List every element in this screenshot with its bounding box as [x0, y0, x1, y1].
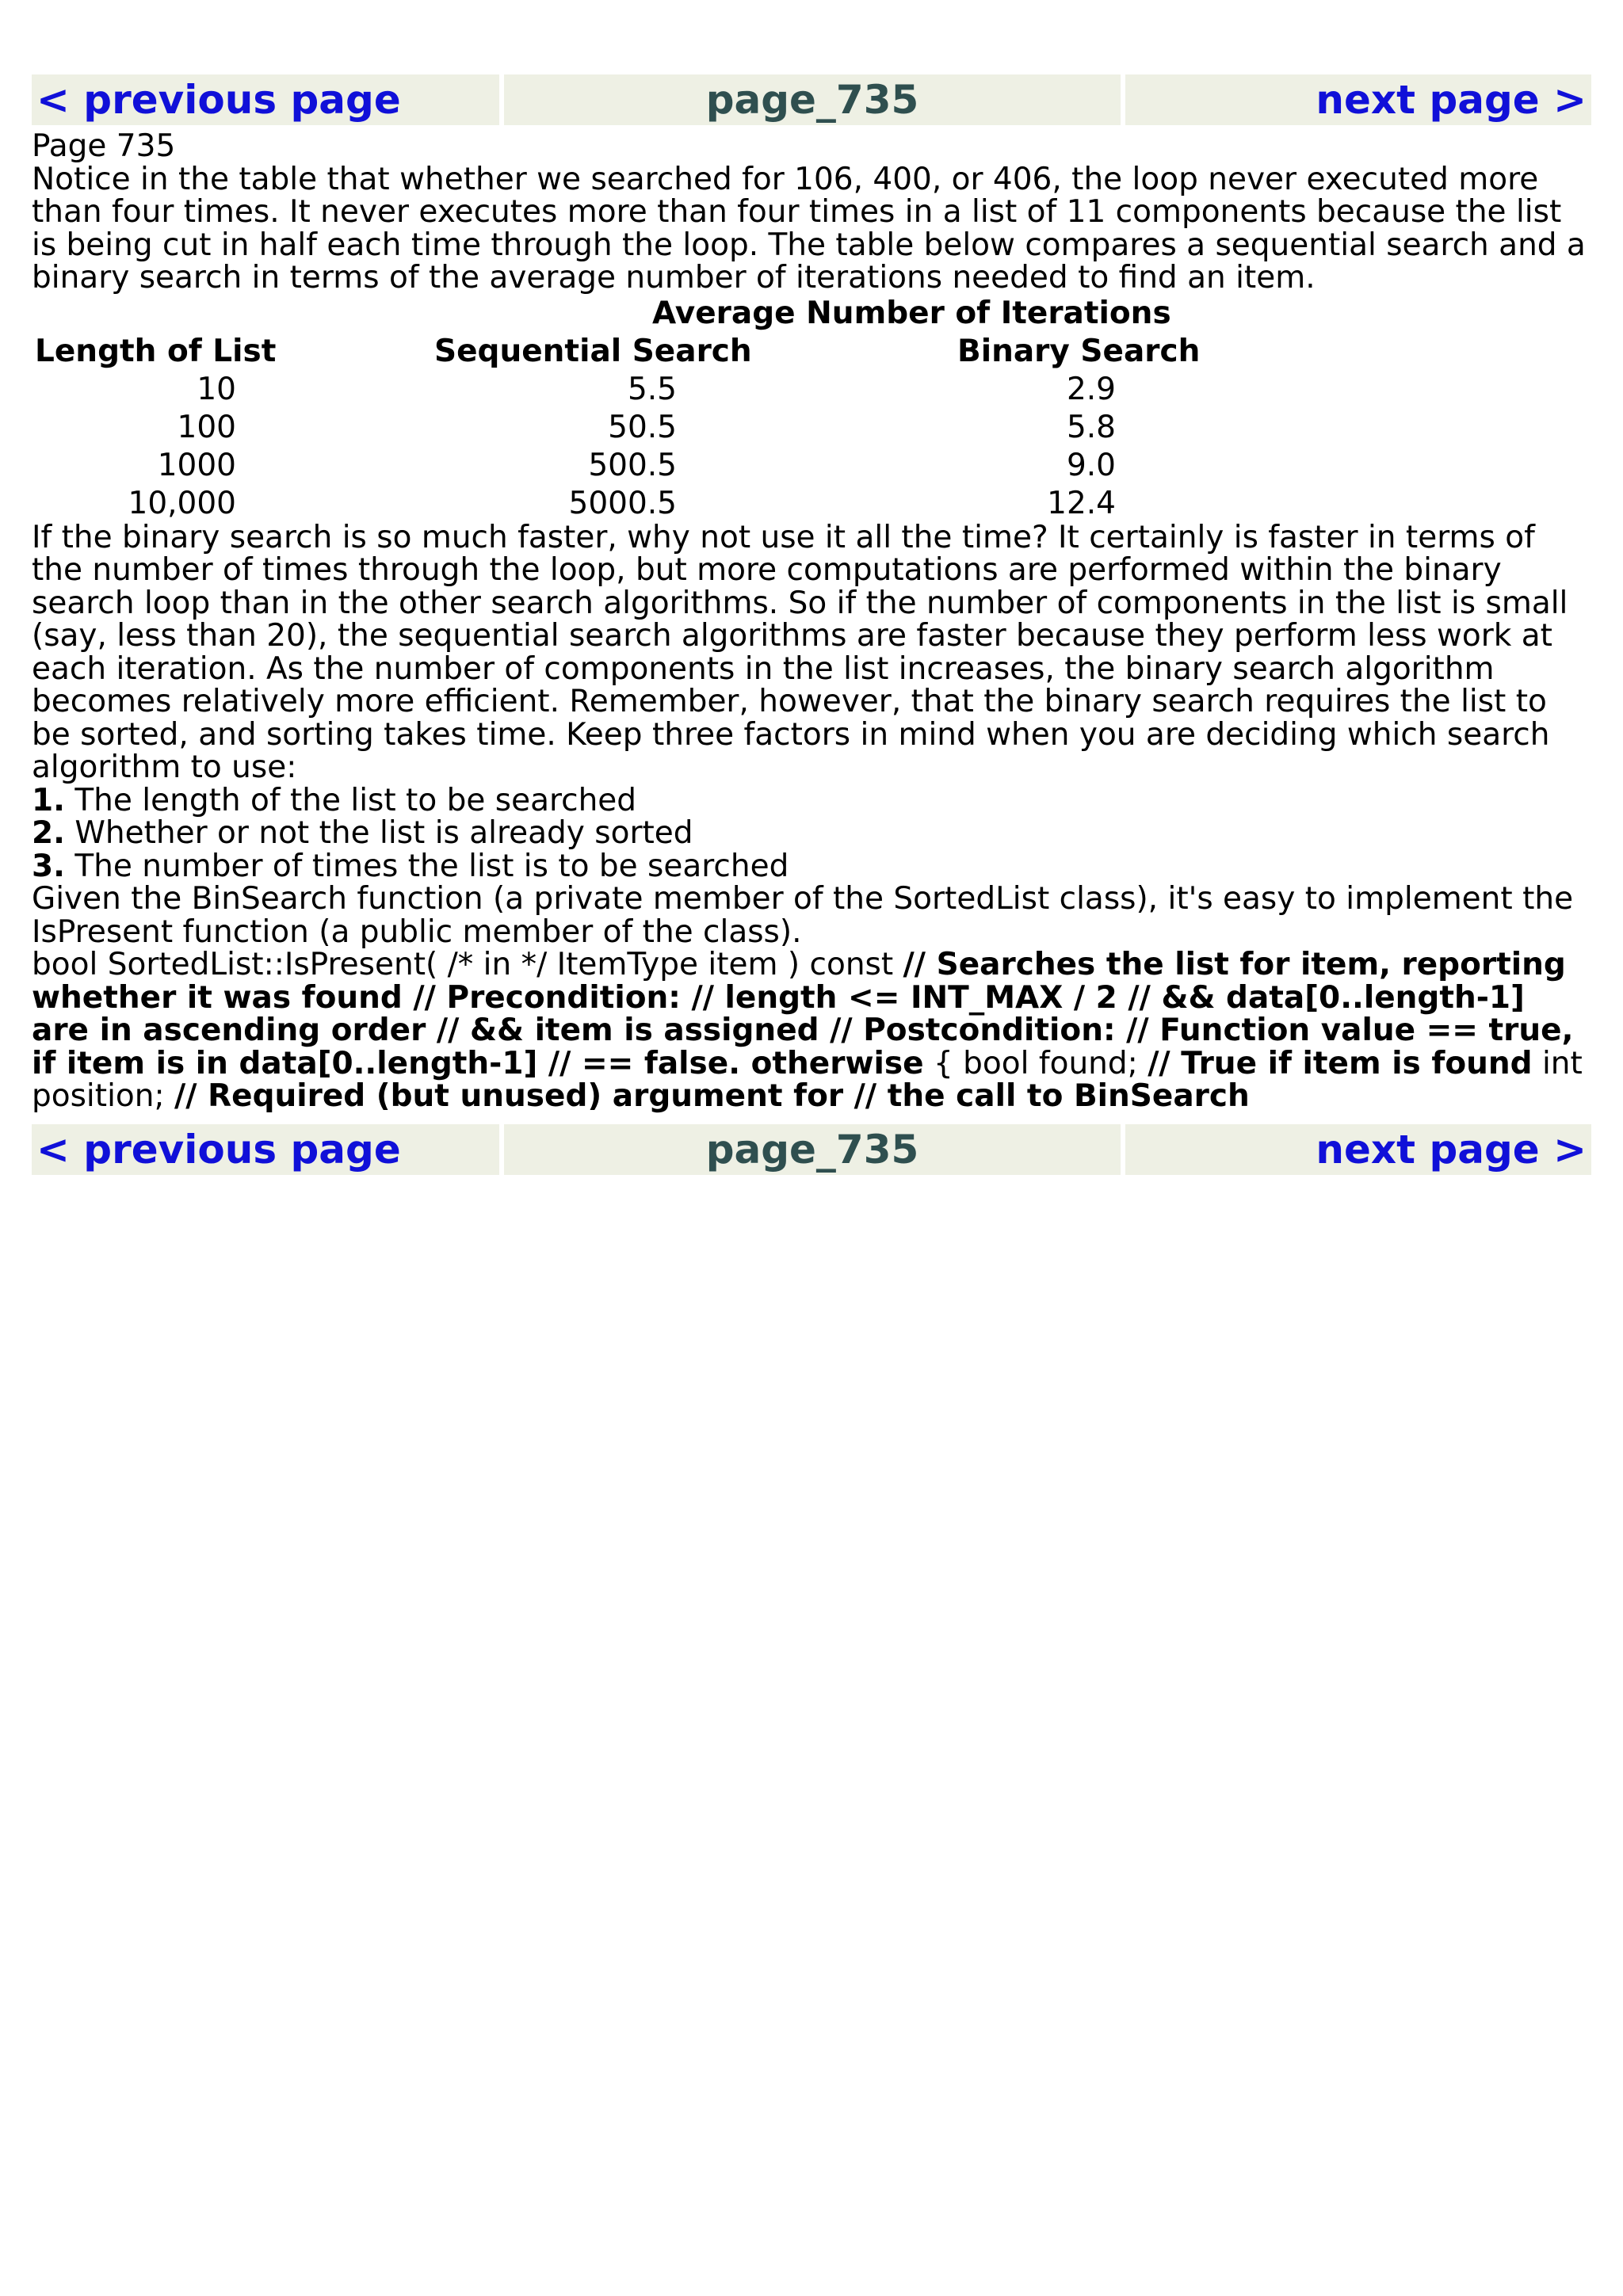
- discussion-paragraph: If the binary search is so much faster, why not use it all the time? It certainly is faster in terms of the number of times through the loop, but more computations are performed within the binary search loop than in the other search algorithms. So if the number of components in the list is small (say, less than 20), the sequential search algorithms are faster because they perform less work at each iteration. As the number of components in the list increases, the binary search algorithm becomes relatively more efficient. Remember, however, that the binary search requires the list to be sorted, and sorting takes time. Keep three factors in mind when you are deciding which search algorithm to use:: [32, 519, 1568, 785]
- table-cell-length: 10,000: [128, 485, 236, 521]
- code-comment: // True if item is found: [1148, 1045, 1533, 1081]
- table-cell-length: 10: [197, 371, 236, 407]
- top-navigation-bar: [32, 74, 1591, 125]
- table-cell-binary: 5.8: [1066, 409, 1116, 445]
- table-cell-length: 100: [177, 409, 236, 445]
- table-caption: Average Number of Iterations: [652, 295, 1171, 331]
- table-header-binary: Binary Search: [957, 333, 1201, 369]
- factor-item: [32, 850, 1591, 883]
- table-cell-sequential: 5.5: [627, 371, 677, 407]
- previous-page-link[interactable]: < previous page: [32, 1124, 499, 1175]
- table-cell-binary: 2.9: [1066, 371, 1116, 407]
- table-cell-length: 1000: [157, 447, 236, 483]
- given-paragraph: Given the BinSearch function (a private member of the SortedList class), it's easy to implement the IsPresent function (a public member of the class).: [32, 881, 1574, 950]
- code-signature: bool SortedList::IsPresent( /* in */ ItemType item ) const: [32, 947, 903, 982]
- table-cell-binary: 9.0: [1066, 447, 1116, 483]
- code-comment: // Searches the list for item, reporting whether it was found // Precondition: // length <= INT_MAX / 2 // && data[0..length-1] are in ascending order // && item is assigned // Postcondition: // Function value == true, if item is in data[0..length-1] // == false. otherwise: [32, 947, 1574, 1081]
- table-cell-sequential: 500.5: [588, 447, 677, 483]
- page-indicator: page_735: [504, 1124, 1121, 1175]
- table-header-sequential: Sequential Search: [434, 333, 752, 369]
- previous-page-link[interactable]: < previous page: [32, 74, 499, 125]
- page-label: Page 735: [32, 128, 176, 164]
- page-content: [32, 130, 1591, 1113]
- factor-text: The number of times the list is to be searched: [64, 848, 789, 884]
- code-text: int position;: [32, 1045, 1583, 1114]
- factor-item: [32, 784, 1591, 818]
- table-cell-binary: 12.4: [1047, 485, 1116, 521]
- factor-number: 1.: [32, 782, 65, 818]
- table-header-length: Length of List: [35, 333, 277, 369]
- table-cell-sequential: 5000.5: [568, 485, 677, 521]
- iterations-table: [32, 295, 1591, 521]
- page-indicator: page_735: [504, 74, 1121, 125]
- factor-text: The length of the list to be searched: [64, 782, 637, 818]
- factor-text: Whether or not the list is already sorted: [64, 815, 693, 851]
- code-text: { bool found;: [923, 1045, 1148, 1081]
- next-page-link[interactable]: next page >: [1125, 1124, 1591, 1175]
- next-page-link[interactable]: next page >: [1125, 74, 1591, 125]
- code-listing: [32, 948, 1591, 1113]
- bottom-navigation-bar: [32, 1124, 1591, 1175]
- page-container: [32, 74, 1591, 1175]
- table-cell-sequential: 50.5: [608, 409, 677, 445]
- factor-item: [32, 817, 1591, 850]
- intro-paragraph: Notice in the table that whether we searched for 106, 400, or 406, the loop never executed more than four times. It never executes more than four times in a list of 11 components because the list is being cut in half each time through the loop. The table below compares a sequential search and a binary search in terms of the average number of iterations needed to find an item.: [32, 161, 1586, 296]
- factor-number: 2.: [32, 815, 65, 851]
- code-comment: // Required (but unused) argument for // the call to BinSearch: [174, 1078, 1250, 1114]
- factor-number: 3.: [32, 848, 65, 884]
